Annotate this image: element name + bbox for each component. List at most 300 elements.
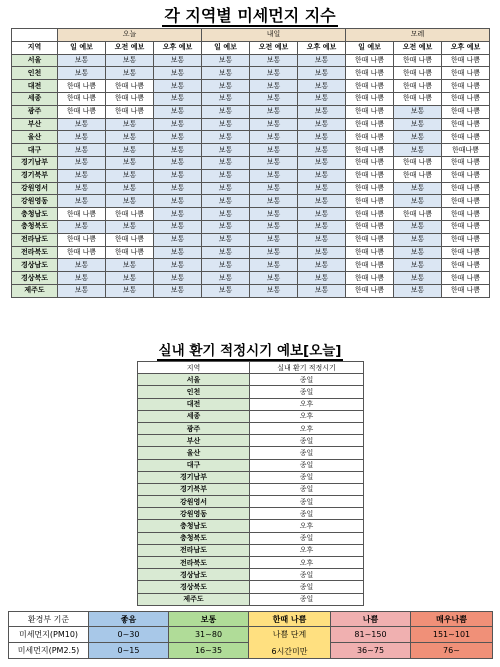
ventilation-time-cell: 오후 [250, 557, 364, 569]
forecast-value-cell: 보통 [202, 233, 250, 246]
forecast-value-cell: 한때 나쁨 [442, 67, 490, 80]
forecast-value-cell: 한때 나쁨 [442, 105, 490, 118]
ventilation-time-cell: 종일 [250, 593, 364, 605]
forecast-value-cell: 보통 [202, 246, 250, 259]
forecast-value-cell: 보통 [298, 118, 346, 131]
forecast-value-cell: 보통 [250, 54, 298, 67]
forecast-value-cell: 보통 [106, 284, 154, 297]
forecast-value-cell: 보통 [154, 80, 202, 93]
forecast-value-cell: 보통 [58, 195, 106, 208]
forecast-value-cell: 보통 [154, 105, 202, 118]
ventilation-region-cell: 울산 [138, 447, 250, 459]
forecast-row [12, 144, 490, 157]
forecast-value-cell: 한때 나쁨 [346, 67, 394, 80]
forecast-value-cell: 보통 [250, 105, 298, 118]
forecast-value-cell: 보통 [298, 169, 346, 182]
forecast-value-cell: 한때 나쁨 [346, 208, 394, 221]
forecast-subheader-row [12, 41, 490, 54]
forecast-value-cell: 보통 [154, 169, 202, 182]
forecast-value-cell: 보통 [298, 54, 346, 67]
forecast-value-cell: 보통 [202, 105, 250, 118]
forecast-value-cell: 한때 나쁨 [394, 92, 442, 105]
ventilation-row [138, 447, 364, 459]
page-title [0, 3, 500, 26]
forecast-row [12, 195, 490, 208]
subheader-daily: 일 예보 [346, 41, 394, 54]
ventilation-time-cell: 종일 [250, 459, 364, 471]
forecast-value-cell: 보통 [202, 272, 250, 285]
forecast-value-cell: 보통 [154, 67, 202, 80]
legend-mixed-line-2: 6시간미만 [271, 646, 308, 656]
legend-pm25-very-bad: 76~ [411, 643, 493, 659]
legend-sometimes-bad-desc [249, 627, 331, 659]
forecast-value-cell: 보통 [106, 118, 154, 131]
forecast-value-cell: 보통 [202, 67, 250, 80]
forecast-value-cell: 한때 나쁨 [442, 54, 490, 67]
forecast-value-cell: 보통 [394, 272, 442, 285]
forecast-value-cell: 보통 [106, 182, 154, 195]
forecast-value-cell: 한때 나쁨 [58, 233, 106, 246]
forecast-table [11, 28, 490, 298]
forecast-value-cell: 한때 나쁨 [106, 233, 154, 246]
forecast-value-cell: 보통 [202, 131, 250, 144]
ventilation-time-cell: 종일 [250, 581, 364, 593]
forecast-row [12, 220, 490, 233]
forecast-row [12, 208, 490, 221]
forecast-row [12, 92, 490, 105]
forecast-value-cell: 보통 [106, 131, 154, 144]
legend-pm25-label: 미세먼지(PM2.5) [9, 643, 89, 659]
forecast-value-cell: 한때 나쁨 [442, 208, 490, 221]
forecast-region-cell: 경상남도 [12, 259, 58, 272]
forecast-value-cell: 한때 나쁨 [442, 118, 490, 131]
forecast-value-cell: 보통 [298, 195, 346, 208]
legend-pm10-very-bad: 151~101 [411, 627, 493, 643]
forecast-group-row [12, 29, 490, 42]
forecast-region-cell: 대구 [12, 144, 58, 157]
forecast-region-cell: 강원영동 [12, 195, 58, 208]
forecast-value-cell: 보통 [154, 156, 202, 169]
forecast-value-cell: 보통 [298, 105, 346, 118]
forecast-value-cell: 보통 [202, 118, 250, 131]
group-dayafter-header: 모레 [346, 29, 490, 42]
forecast-value-cell: 한때 나쁨 [58, 80, 106, 93]
forecast-value-cell: 한때 나쁨 [442, 233, 490, 246]
ventilation-row [138, 435, 364, 447]
ventilation-region-cell: 대구 [138, 459, 250, 471]
forecast-value-cell: 보통 [154, 144, 202, 157]
forecast-row [12, 156, 490, 169]
ventilation-time-cell: 종일 [250, 386, 364, 398]
legend-level-good: 좋음 [89, 612, 169, 627]
forecast-region-cell: 광주 [12, 105, 58, 118]
forecast-value-cell: 보통 [394, 259, 442, 272]
forecast-row [12, 118, 490, 131]
forecast-value-cell: 보통 [250, 233, 298, 246]
ventilation-title-text: 실내 환기 적정시기 예보[오늘] [158, 343, 342, 359]
forecast-value-cell: 보통 [106, 156, 154, 169]
forecast-value-cell: 보통 [58, 182, 106, 195]
forecast-value-cell: 보통 [202, 259, 250, 272]
forecast-value-cell: 한때 나쁨 [442, 131, 490, 144]
forecast-value-cell: 보통 [298, 156, 346, 169]
subheader-morning: 오전 예보 [394, 41, 442, 54]
ventilation-time-cell: 종일 [250, 496, 364, 508]
ventilation-row [138, 374, 364, 386]
forecast-value-cell: 보통 [106, 54, 154, 67]
legend-level-sometimes-bad: 한때 나쁨 [249, 612, 331, 627]
forecast-value-cell: 보통 [106, 259, 154, 272]
forecast-region-cell: 대전 [12, 80, 58, 93]
forecast-value-cell: 한때 나쁨 [106, 246, 154, 259]
forecast-value-cell: 보통 [250, 208, 298, 221]
forecast-value-cell: 보통 [250, 67, 298, 80]
ventilation-row [138, 410, 364, 422]
forecast-value-cell: 보통 [154, 92, 202, 105]
ventilation-region-cell: 인천 [138, 386, 250, 398]
forecast-value-cell: 한때 나쁨 [346, 54, 394, 67]
forecast-value-cell: 한때 나쁨 [58, 246, 106, 259]
forecast-value-cell: 한때 나쁨 [346, 259, 394, 272]
forecast-value-cell: 보통 [106, 272, 154, 285]
legend-pm25-normal: 16~35 [169, 643, 249, 659]
forecast-value-cell: 보통 [298, 246, 346, 259]
ventilation-region-cell: 경상남도 [138, 569, 250, 581]
forecast-value-cell: 한때 나쁨 [442, 246, 490, 259]
forecast-region-cell: 충청남도 [12, 208, 58, 221]
ventilation-header-row [138, 362, 364, 374]
forecast-value-cell: 보통 [58, 284, 106, 297]
forecast-region-cell: 전라북도 [12, 246, 58, 259]
forecast-value-cell: 보통 [202, 80, 250, 93]
forecast-table-body [12, 54, 490, 297]
legend-pm10-normal: 31~80 [169, 627, 249, 643]
forecast-value-cell: 보통 [298, 220, 346, 233]
forecast-value-cell: 보통 [298, 259, 346, 272]
ventilation-row [138, 508, 364, 520]
forecast-value-cell: 보통 [250, 272, 298, 285]
subheader-morning: 오전 예보 [250, 41, 298, 54]
ventilation-row [138, 532, 364, 544]
forecast-value-cell: 보통 [394, 233, 442, 246]
region-column-header: 지역 [12, 41, 58, 54]
ventilation-time-cell: 종일 [250, 374, 364, 386]
forecast-row [12, 246, 490, 259]
legend-level-bad: 나쁨 [331, 612, 411, 627]
forecast-value-cell: 보통 [298, 131, 346, 144]
ventilation-time-cell: 종일 [250, 483, 364, 495]
forecast-value-cell: 보통 [154, 284, 202, 297]
forecast-value-cell: 한때 나쁨 [442, 259, 490, 272]
ventilation-table [137, 361, 364, 606]
forecast-value-cell: 보통 [250, 259, 298, 272]
forecast-value-cell: 보통 [394, 195, 442, 208]
ventilation-row [138, 496, 364, 508]
forecast-value-cell: 한때 나쁨 [106, 80, 154, 93]
forecast-value-cell: 한때 나쁨 [394, 67, 442, 80]
ventilation-region-cell: 전라북도 [138, 557, 250, 569]
forecast-row [12, 169, 490, 182]
forecast-value-cell: 한때 나쁨 [394, 54, 442, 67]
page-title-text: 각 지역별 미세먼지 지수 [164, 6, 336, 25]
forecast-value-cell: 보통 [58, 118, 106, 131]
forecast-value-cell: 보통 [250, 182, 298, 195]
forecast-value-cell: 한때 나쁨 [106, 105, 154, 118]
forecast-row [12, 105, 490, 118]
subheader-afternoon: 오후 예보 [154, 41, 202, 54]
forecast-value-cell: 보통 [250, 80, 298, 93]
ventilation-region-header: 지역 [138, 362, 250, 374]
forecast-value-cell: 한때 나쁨 [394, 156, 442, 169]
forecast-value-cell: 보통 [58, 156, 106, 169]
forecast-value-cell: 보통 [394, 105, 442, 118]
forecast-value-cell: 한때 나쁨 [58, 105, 106, 118]
forecast-value-cell: 한때 나쁨 [346, 92, 394, 105]
forecast-region-cell: 전라남도 [12, 233, 58, 246]
ventilation-time-cell: 종일 [250, 435, 364, 447]
forecast-value-cell: 보통 [298, 284, 346, 297]
forecast-value-cell: 보통 [250, 220, 298, 233]
ventilation-row [138, 569, 364, 581]
forecast-region-cell: 세종 [12, 92, 58, 105]
forecast-value-cell: 한때 나쁨 [58, 208, 106, 221]
ventilation-row [138, 483, 364, 495]
ventilation-region-cell: 강원영동 [138, 508, 250, 520]
forecast-value-cell: 보통 [298, 144, 346, 157]
legend-standard-label: 환경부 기준 [9, 612, 89, 627]
forecast-value-cell: 보통 [154, 208, 202, 221]
forecast-value-cell: 보통 [298, 182, 346, 195]
forecast-value-cell: 한때 나쁨 [346, 272, 394, 285]
legend-pm10-label: 미세먼지(PM10) [9, 627, 89, 643]
legend-pm10-good: 0~30 [89, 627, 169, 643]
forecast-value-cell: 보통 [154, 220, 202, 233]
forecast-row [12, 284, 490, 297]
forecast-value-cell: 보통 [250, 118, 298, 131]
group-today-header: 오늘 [58, 29, 202, 42]
forecast-value-cell: 보통 [394, 182, 442, 195]
forecast-value-cell: 한때 나쁨 [346, 246, 394, 259]
ventilation-table-body [138, 374, 364, 606]
forecast-value-cell: 보통 [202, 54, 250, 67]
forecast-value-cell: 보통 [202, 208, 250, 221]
forecast-value-cell: 보통 [106, 67, 154, 80]
forecast-row [12, 272, 490, 285]
forecast-value-cell: 보통 [250, 131, 298, 144]
forecast-row [12, 80, 490, 93]
ventilation-row [138, 520, 364, 532]
forecast-value-cell: 보통 [106, 169, 154, 182]
subheader-afternoon: 오후 예보 [298, 41, 346, 54]
ventilation-region-cell: 광주 [138, 422, 250, 434]
forecast-value-cell: 한때 나쁨 [442, 220, 490, 233]
ventilation-region-cell: 강원영서 [138, 496, 250, 508]
ventilation-row [138, 398, 364, 410]
forecast-value-cell: 보통 [202, 144, 250, 157]
forecast-value-cell: 보통 [250, 195, 298, 208]
subheader-morning: 오전 예보 [106, 41, 154, 54]
forecast-value-cell: 보통 [394, 144, 442, 157]
ventilation-row [138, 386, 364, 398]
legend-level-very-bad: 매우나쁨 [411, 612, 493, 627]
forecast-value-cell: 한때 나쁨 [346, 182, 394, 195]
forecast-value-cell: 보통 [154, 195, 202, 208]
legend-mixed-line-1: 나쁨 단계 [272, 629, 307, 639]
forecast-value-cell: 한때 나쁨 [346, 220, 394, 233]
forecast-value-cell: 보통 [58, 169, 106, 182]
forecast-value-cell: 보통 [58, 220, 106, 233]
forecast-value-cell: 보통 [394, 220, 442, 233]
forecast-value-cell: 보통 [250, 156, 298, 169]
forecast-region-cell: 경상북도 [12, 272, 58, 285]
forecast-value-cell: 한때 나쁨 [442, 80, 490, 93]
forecast-row [12, 67, 490, 80]
ventilation-row [138, 544, 364, 556]
forecast-row [12, 233, 490, 246]
forecast-value-cell: 보통 [250, 144, 298, 157]
forecast-value-cell: 보통 [58, 131, 106, 144]
ventilation-row [138, 471, 364, 483]
forecast-value-cell: 한때 나쁨 [442, 169, 490, 182]
ventilation-row [138, 557, 364, 569]
ventilation-region-cell: 충청남도 [138, 520, 250, 532]
legend-header-row [9, 612, 493, 627]
forecast-region-cell: 부산 [12, 118, 58, 131]
forecast-value-cell: 한때 나쁨 [394, 80, 442, 93]
forecast-value-cell: 한때 나쁨 [442, 284, 490, 297]
legend-pm25-good: 0~15 [89, 643, 169, 659]
forecast-value-cell: 한때 나쁨 [442, 195, 490, 208]
forecast-value-cell: 보통 [154, 118, 202, 131]
forecast-value-cell: 보통 [202, 284, 250, 297]
forecast-value-cell: 한때 나쁨 [394, 208, 442, 221]
forecast-value-cell: 보통 [298, 92, 346, 105]
ventilation-region-cell: 서울 [138, 374, 250, 386]
forecast-value-cell: 보통 [394, 246, 442, 259]
ventilation-time-cell: 오후 [250, 520, 364, 532]
forecast-value-cell: 한때 나쁨 [58, 92, 106, 105]
forecast-value-cell: 보통 [298, 233, 346, 246]
subheader-afternoon: 오후 예보 [442, 41, 490, 54]
forecast-value-cell: 보통 [58, 259, 106, 272]
forecast-region-cell: 서울 [12, 54, 58, 67]
ventilation-time-cell: 종일 [250, 532, 364, 544]
forecast-value-cell: 보통 [154, 54, 202, 67]
ventilation-time-cell: 오후 [250, 398, 364, 410]
forecast-value-cell: 보통 [250, 92, 298, 105]
legend-pm10-bad: 81~150 [331, 627, 411, 643]
forecast-value-cell: 보통 [154, 272, 202, 285]
forecast-value-cell: 보통 [298, 67, 346, 80]
forecast-row [12, 259, 490, 272]
forecast-row [12, 54, 490, 67]
forecast-value-cell: 보통 [202, 220, 250, 233]
forecast-region-cell: 충청북도 [12, 220, 58, 233]
forecast-value-cell: 한때 나쁨 [442, 92, 490, 105]
standard-legend-table [8, 611, 493, 659]
forecast-value-cell: 보통 [298, 80, 346, 93]
ventilation-region-cell: 제주도 [138, 593, 250, 605]
forecast-value-cell: 보통 [58, 144, 106, 157]
forecast-value-cell: 한때 나쁨 [106, 92, 154, 105]
legend-level-normal: 보통 [169, 612, 249, 627]
forecast-value-cell: 보통 [394, 284, 442, 297]
forecast-value-cell: 보통 [154, 131, 202, 144]
forecast-value-cell: 한때 나쁨 [442, 272, 490, 285]
ventilation-time-cell: 오후 [250, 422, 364, 434]
forecast-value-cell: 보통 [202, 195, 250, 208]
ventilation-time-header: 실내 환기 적정시기 [250, 362, 364, 374]
forecast-value-cell: 보통 [106, 144, 154, 157]
ventilation-region-cell: 충청북도 [138, 532, 250, 544]
forecast-value-cell: 한때 나쁨 [346, 144, 394, 157]
forecast-value-cell: 보통 [154, 182, 202, 195]
forecast-corner-cell [12, 29, 58, 42]
forecast-region-cell: 제주도 [12, 284, 58, 297]
forecast-value-cell: 한때 나쁨 [346, 131, 394, 144]
forecast-row [12, 131, 490, 144]
forecast-value-cell: 보통 [394, 118, 442, 131]
ventilation-region-cell: 대전 [138, 398, 250, 410]
forecast-value-cell: 한때 나쁨 [346, 284, 394, 297]
forecast-value-cell: 한때 나쁨 [346, 105, 394, 118]
forecast-value-cell: 한때 나쁨 [394, 169, 442, 182]
forecast-value-cell: 한때 나쁨 [346, 118, 394, 131]
forecast-value-cell: 보통 [250, 169, 298, 182]
ventilation-row [138, 422, 364, 434]
forecast-value-cell: 보통 [202, 92, 250, 105]
ventilation-time-cell: 종일 [250, 569, 364, 581]
ventilation-row [138, 581, 364, 593]
forecast-value-cell: 보통 [202, 169, 250, 182]
forecast-value-cell: 보통 [106, 195, 154, 208]
forecast-value-cell: 한때 나쁨 [442, 156, 490, 169]
ventilation-region-cell: 전라남도 [138, 544, 250, 556]
ventilation-time-cell: 종일 [250, 447, 364, 459]
forecast-value-cell: 보통 [58, 54, 106, 67]
forecast-value-cell: 보통 [202, 156, 250, 169]
ventilation-time-cell: 종일 [250, 471, 364, 483]
group-tomorrow-header: 내일 [202, 29, 346, 42]
forecast-value-cell: 한때 나쁨 [106, 208, 154, 221]
ventilation-row [138, 459, 364, 471]
ventilation-row [138, 593, 364, 605]
forecast-region-cell: 강원영서 [12, 182, 58, 195]
forecast-value-cell: 보통 [250, 246, 298, 259]
ventilation-region-cell: 부산 [138, 435, 250, 447]
ventilation-time-cell: 오후 [250, 410, 364, 422]
forecast-value-cell: 보통 [154, 246, 202, 259]
forecast-row [12, 182, 490, 195]
forecast-value-cell: 한때 나쁨 [442, 182, 490, 195]
forecast-region-cell: 경기남부 [12, 156, 58, 169]
forecast-value-cell: 보통 [154, 259, 202, 272]
forecast-value-cell: 보통 [154, 233, 202, 246]
forecast-value-cell: 한때 나쁨 [346, 195, 394, 208]
forecast-value-cell: 보통 [298, 208, 346, 221]
forecast-value-cell: 한때 나쁨 [346, 156, 394, 169]
legend-pm10-row [9, 627, 493, 643]
ventilation-time-cell: 오후 [250, 544, 364, 556]
forecast-value-cell: 한때 나쁨 [346, 169, 394, 182]
forecast-region-cell: 인천 [12, 67, 58, 80]
subheader-daily: 일 예보 [202, 41, 250, 54]
ventilation-region-cell: 경기북부 [138, 483, 250, 495]
ventilation-region-cell: 세종 [138, 410, 250, 422]
forecast-region-cell: 경기북부 [12, 169, 58, 182]
ventilation-title [0, 339, 500, 359]
forecast-value-cell: 보통 [394, 131, 442, 144]
